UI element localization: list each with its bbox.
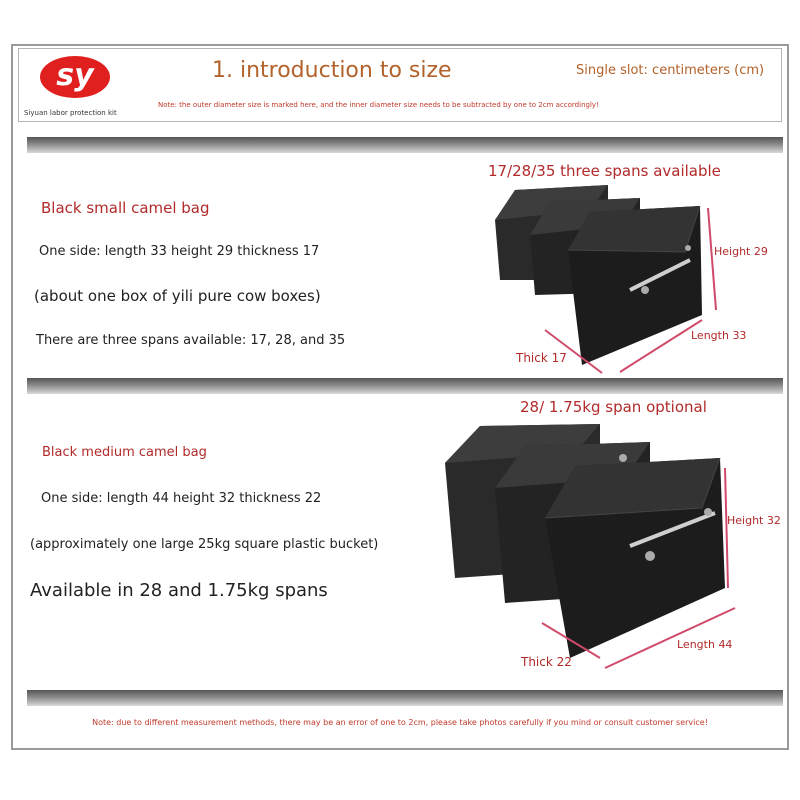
small-length-label: Length 33: [691, 329, 747, 342]
logo-caption: Siyuan labor protection kit: [24, 109, 117, 117]
header-note: Note: the outer diameter size is marked here, and the inner diameter size needs to be subtracted by one to 2cm accordingly!: [158, 101, 599, 109]
small-thick-label: Thick 17: [516, 351, 567, 365]
footer-note: Note: due to different measurement methods, there may be an error of one to 2cm, please take photos carefully if you mind or consult customer service!: [92, 718, 708, 727]
medium-bag-comparison: (approximately one large 25kg square plastic bucket): [30, 537, 379, 552]
small-bag-spans: There are three spans available: 17, 28, and 35: [36, 333, 346, 348]
divider-bar-top: [27, 137, 783, 153]
small-bag-name: Black small camel bag: [41, 199, 210, 217]
medium-bag-name: Black medium camel bag: [42, 445, 207, 460]
small-camel-bag-image: [490, 180, 780, 380]
page-title: 1. introduction to size: [212, 58, 452, 83]
medium-bag-spans: Available in 28 and 1.75kg spans: [30, 580, 328, 601]
small-bag-dimensions: One side: length 33 height 29 thickness 17: [39, 244, 320, 259]
small-bag-comparison: (about one box of yili pure cow boxes): [34, 287, 321, 305]
small-spans-title: 17/28/35 three spans available: [488, 162, 721, 180]
unit-note: Single slot: centimeters (cm): [576, 63, 765, 78]
medium-bag-dimensions: One side: length 44 height 32 thickness 22: [41, 491, 322, 506]
small-height-label: Height 29: [714, 245, 768, 258]
divider-bar-middle: [27, 378, 783, 394]
divider-bar-bottom: [27, 690, 783, 706]
medium-height-label: Height 32: [727, 514, 781, 527]
medium-camel-bag-image: [440, 418, 785, 683]
medium-thick-label: Thick 22: [521, 655, 572, 669]
brand-logo: sy: [40, 56, 110, 98]
medium-spans-title: 28/ 1.75kg span optional: [520, 398, 707, 416]
medium-length-label: Length 44: [677, 638, 733, 651]
